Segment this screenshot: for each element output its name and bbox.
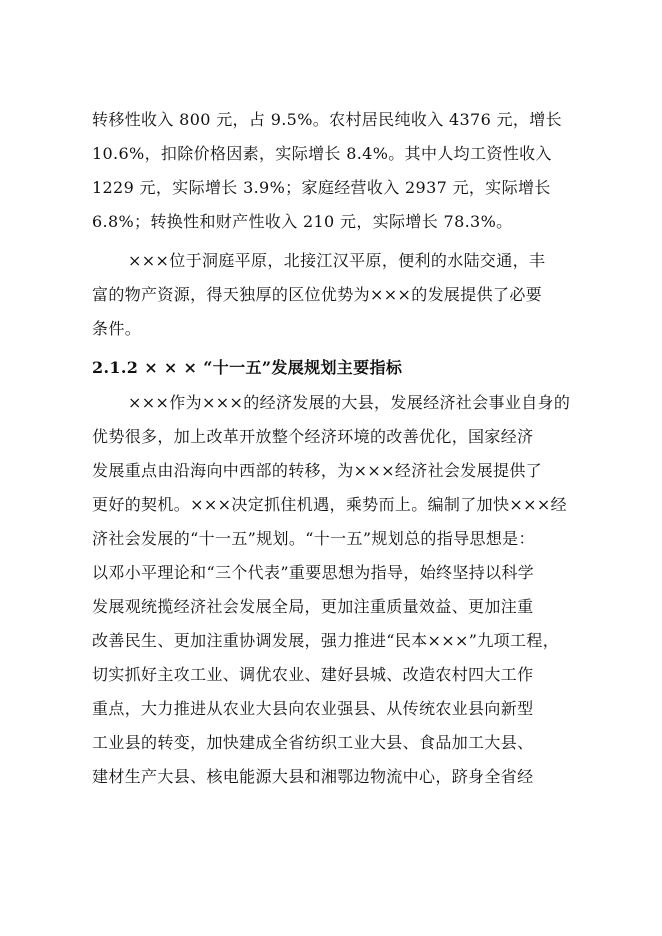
- section-heading: 2.1.2 × × × “十一五”发展规划主要指标: [92, 358, 403, 377]
- text-line: 优势很多，加上改革开放整个经济环境的改善优化，国家经济: [92, 427, 534, 446]
- text-line: 6.8%；转换性和财产性收入 210 元，实际增长 78.3%。: [92, 212, 513, 231]
- text-line: 条件。: [92, 319, 142, 338]
- text-line: 发展观统揽经济社会发展全局，更加注重质量效益、更加注重: [92, 597, 534, 616]
- text-line: ×××位于洞庭平原，北接江汉平原，便利的水陆交通，丰: [128, 251, 546, 270]
- text-line: 富的物产资源，得天独厚的区位优势为×××的发展提供了必要: [92, 285, 543, 304]
- text-line: 建材生产大县、核电能源大县和湘鄂边物流中心，跻身全省经: [92, 767, 534, 786]
- text-line: 济社会发展的“十一五”规划。“十一五”规划总的指导思想是：: [92, 529, 535, 548]
- text-line: 以邓小平理论和“三个代表”重要思想为指导，始终坚持以科学: [92, 563, 535, 582]
- text-line: 重点，大力推进从农业大县向农业强县、从传统农业县向新型: [92, 699, 534, 718]
- text-line: 改善民生、更加注重协调发展，强力推进“民本×××”九项工程，: [92, 631, 560, 650]
- text-line: 转移性收入 800 元，占 9.5%。农村居民纯收入 4376 元，增长: [92, 110, 562, 129]
- text-line: 更好的契机。×××决定抓住机遇，乘势而上。编制了加快×××经: [92, 495, 567, 514]
- text-line: ×××作为×××的经济发展的大县，发展经济社会事业自身的: [128, 393, 571, 412]
- text-line: 发展重点由沿海向中西部的转移，为×××经济社会发展提供了: [92, 461, 543, 480]
- text-line: 1229 元，实际增长 3.9%；家庭经营收入 2937 元，实际增长: [92, 178, 551, 197]
- text-line: 切实抓好主攻工业、调优农业、建好县城、改造农村四大工作: [92, 665, 534, 684]
- text-line: 工业县的转变，加快建成全省纺织工业大县、食品加工大县、: [92, 733, 534, 752]
- text-line: 10.6%，扣除价格因素，实际增长 8.4%。其中人均工资性收入: [92, 144, 552, 163]
